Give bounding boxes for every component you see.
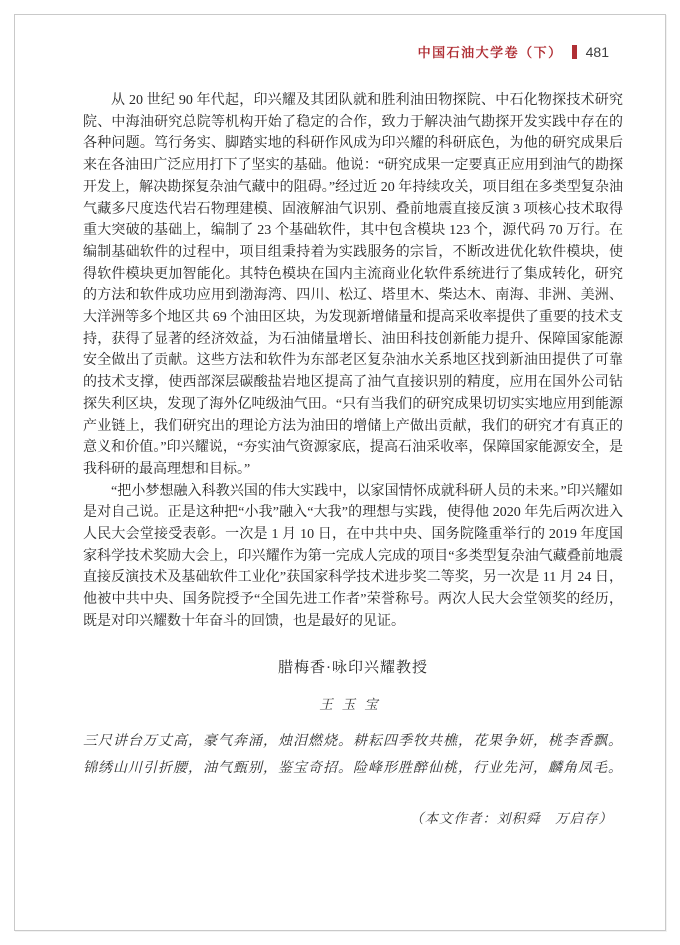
poem-line-2: 锦绣山川引折腰，油气甄别，鉴宝奇招。险峰形胜醉仙桃，行业先河，麟角凤毛。	[83, 760, 623, 776]
body-paragraph-1: 从 20 世纪 90 年代起，印兴耀及其团队就和胜利油田物探院、中石化物探技术研究院、中海油研究总院等机构开始了稳定的合作，致力于解决油气勘探开发实践中存在的各种问题。笃行务实、脚踏实地的科研作风成为印兴耀的科研底色，为他的研究成果后来在各油田广泛应用打下了坚实的基础。他说：“研究成果一定要真正应用到油气的勘探开发上，解决勘探复杂油气藏中的阻碍。”经过近 20 年持续攻关，项目组在多类型复杂油气藏多尺度迭代岩石物理建模、固液解油气识别、叠前地震直接反演 3 项核心技术取得重大突破的基础上，编制了 23 个基础软件，其中包含模块 123 个，源代码 70 万行。在编制基础软件的过程中，项目组秉持着为实践服务的宗旨，不断改进优化软件模块，使得软件模块更加智能化。其特色模块在国内主流商业化软件系统进行了集成转化，研究的方法和软件成功应用到渤海湾、四川、松辽、塔里木、柴达木、南海、非洲、美洲、大洋洲等多个地区共 69 个油田区块，为发现新增储量和提高采收率提供了重要的技术支持，获得了显著的经济效益，为石油储量增长、油田科技创新能力提升、保障国家能源安全做出了贡献。这些方法和软件为东部老区复杂油水关系地区找到新油田提供了可靠的技术支撑，使西部深层碳酸盐岩地区提高了油气直接识别的精度，应用在国外公司钻探失利区块，发现了海外亿吨级油气田。“只有当我们的研究成果切切实实地应用到能源产业链上，我们研究出的理论方法为油田的增储上产做出贡献，我们的研究才有真正的意义和价值。”印兴耀说，“夯实油气资源家底，提高石油采收率，保障国家能源安全，是我科研的最高理想和目标。”	[83, 93, 623, 477]
red-divider-bar-icon	[572, 45, 577, 59]
author-attribution: （本文作者：刘积舜 万启存）	[410, 810, 613, 826]
running-head-title: 中国石油大学卷（下）	[417, 45, 563, 60]
poem-author: 王玉宝	[319, 697, 387, 713]
body-paragraph-2: “把小梦想融入科教兴国的伟大实践中，以家国情怀成就科研人员的未来。”印兴耀如是对自己说。正是这种把“小我”融入“大我”的理想与实践，使得他 2020 年先后两次进入人民大会堂接受表彰。一次是 1 月 10 日，在中共中央、国务院隆重举行的 2019 年度国家科学技术奖励大会上，印兴耀作为第一完成人完成的项目“多类型复杂油气藏叠前地震直接反演技术及基础软件工业化”获国家科学技术进步奖二等奖，另一次是 11 月 24 日，他被中共中央、国务院授予“全国先进工作者”荣誉称号。两次人民大会堂领奖的经历，既是对印兴耀数十年奋斗的回馈，也是最好的见证。	[83, 483, 623, 629]
page-sheet	[14, 14, 666, 931]
poem-line-1: 三尺讲台万丈高，豪气奔涌，烛泪燃烧。耕耘四季牧共樵，花果争妍，桃李香飘。	[83, 733, 623, 749]
running-head	[83, 42, 623, 61]
article-body	[83, 90, 623, 830]
page-number: 481	[585, 43, 609, 60]
poem-body	[83, 728, 623, 782]
poem-title: 腊梅香·咏印兴耀教授	[278, 659, 428, 676]
